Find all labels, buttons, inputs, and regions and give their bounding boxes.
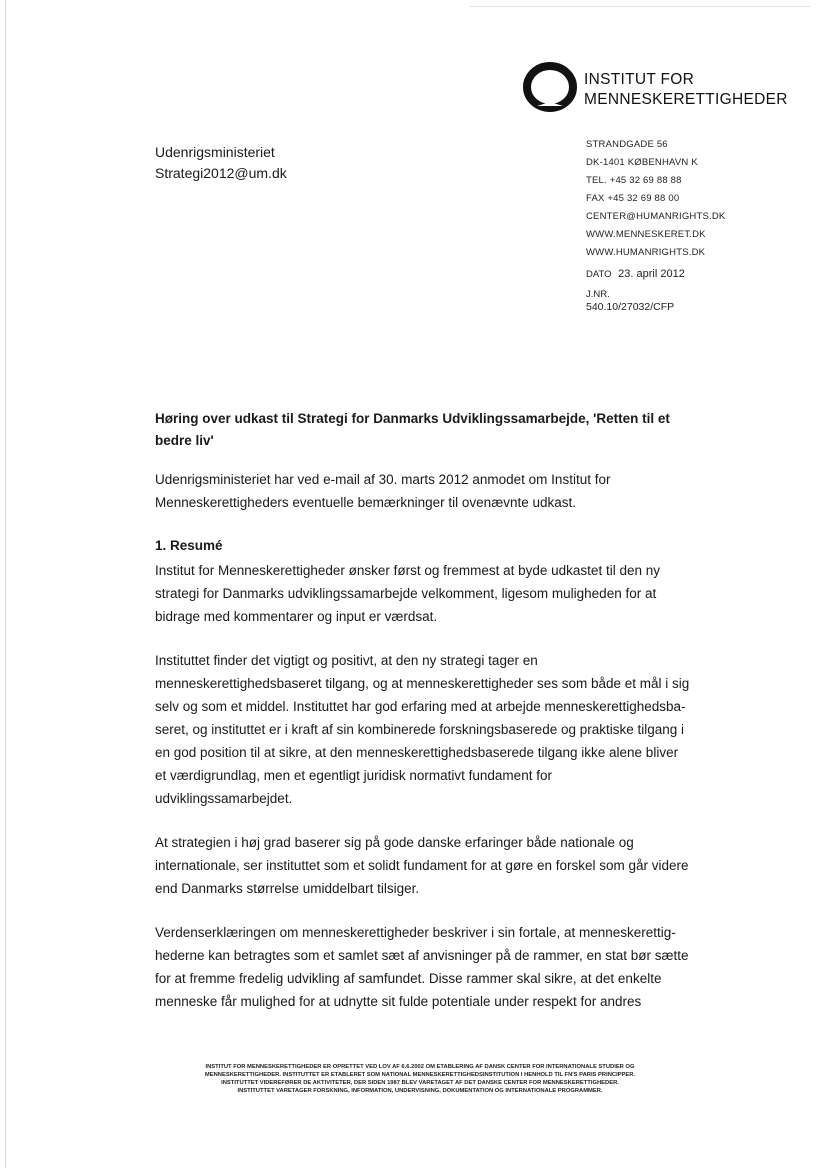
journal-number xyxy=(586,289,674,313)
contact-web-1: WWW.MENNESKERET.DK xyxy=(586,229,706,240)
institute-logo-icon xyxy=(523,62,577,112)
text-line: et værdigrundlag, men et egentligt juridisk normativt fundament for xyxy=(155,768,552,783)
text-line: menneskerettighedsbaseret tilgang, og at menneskerettigheder ses som både et mål i sig xyxy=(155,676,690,691)
text-line: hederne kan betragtes som et samlet sæt af anvisninger på de rammer, en stat bør sætte xyxy=(155,948,689,963)
text-line: udviklingssamarbejdet. xyxy=(155,791,293,806)
text-line: for at fremme fredelig udvikling af samfundet. Disse rammer skal sikre, at det enkelte xyxy=(155,971,662,986)
date-row xyxy=(586,268,685,280)
text-line: internationale, ser instituttet som et solidt fundament for at gøre en forskel som går videre xyxy=(155,858,689,873)
contact-city: DK-1401 KØBENHAVN K xyxy=(586,157,698,168)
footer-line: INSTITUTTET VARETAGER FORSKNING, INFORMATION, UNDERVISNING, DOKUMENTATION OG INTERNATIONALE PROGRAMMER. xyxy=(237,1088,603,1094)
jnr-value: 540.10/27032/CFP xyxy=(586,301,675,313)
contact-email: CENTER@HUMANRIGHTS.DK xyxy=(586,211,726,222)
letter-footer xyxy=(160,1063,680,1095)
contact-block xyxy=(586,136,725,262)
footer-line: INSTITUTTET VIDEREFØRER DE AKTIVITETER, DER SIDEN 1987 BLEV VARETAGET AF DET DANSKE CENTER FOR MENNESKERETTIGHEDER. xyxy=(221,1080,619,1086)
declaration-paragraph xyxy=(155,921,695,1013)
contact-web-2: WWW.HUMANRIGHTS.DK xyxy=(586,247,706,258)
text-line: At strategien i høj grad baserer sig på gode danske erfaringer både nationale og xyxy=(155,835,634,850)
text-line: en god position til at sikre, at den menneskerettighedsbaserede tilgang ikke alene bliver xyxy=(155,745,679,760)
text-line: menneske får mulighed for at udnytte sit fulde potentiale under respekt for andres xyxy=(155,994,642,1009)
text-line: Menneskerettigheders eventuelle bemærkninger til ovenævnte udkast. xyxy=(155,495,576,510)
experience-paragraph xyxy=(155,831,695,900)
resume-paragraph xyxy=(155,559,695,628)
hr-approach-paragraph xyxy=(155,649,695,810)
letter-subject: Høring over udkast til Strategi for Danmarks Udviklingssamarbejde, 'Retten til et bedre liv' xyxy=(155,411,670,448)
date-label: DATO xyxy=(586,269,612,280)
text-line: bidrage med kommentarer og input er værdsat. xyxy=(155,609,438,624)
text-line: Instituttet finder det vigtigt og positivt, at den ny strategi tager en xyxy=(155,653,538,668)
section-heading-resume: 1. Resumé xyxy=(155,538,223,553)
scan-top-line xyxy=(470,6,810,7)
org-name-line2: MENNESKERETTIGHEDER xyxy=(584,91,788,108)
scan-edge-line xyxy=(5,0,6,1168)
recipient-name: Udenrigsministeriet xyxy=(155,144,275,160)
text-line: strategi for Danmarks udviklingssamarbejde velkomment, ligesom muligheden for at xyxy=(155,586,657,601)
org-name-line1: INSTITUT FOR xyxy=(584,71,695,88)
text-line: selv og som et middel. Instituttet har god erfaring med at arbejde menneskerettighedsba- xyxy=(155,699,686,714)
contact-fax: FAX +45 32 69 88 00 xyxy=(586,193,680,204)
footer-line: MENNESKERETTIGHEDER. INSTITUTTET ER ETABLERET SOM NATIONAL MENNESKERETTIGHEDSINSTITUTION I HENHOLD TIL FN'S PARIS PRINCIPPER. xyxy=(204,1072,636,1078)
jnr-label: J.NR. xyxy=(586,289,610,300)
text-line: Verdenserklæringen om menneskerettigheder beskriver i sin fortale, at menneskerettig- xyxy=(155,925,676,940)
text-line: Udenrigsministeriet har ved e-mail af 30. marts 2012 anmodet om Institut for xyxy=(155,472,611,487)
text-line: end Danmarks størrelse umiddelbart tilsiger. xyxy=(155,881,420,896)
recipient-email: Strategi2012@um.dk xyxy=(155,165,287,181)
text-line: Institut for Menneskerettigheder ønsker først og fremmest at byde udkastet til den ny xyxy=(155,563,660,578)
letterhead-org-name xyxy=(584,70,788,110)
footer-line: INSTITUT FOR MENNESKERETTIGHEDER ER OPRETTET VED LOV AF 6.6.2002 OM ETABLERING AF DANSK CENTER FOR INTERNATIONALE STUDIER OG xyxy=(205,1064,635,1070)
recipient-block xyxy=(155,142,287,184)
date-value: 23. april 2012 xyxy=(618,268,685,280)
contact-address: STRANDGADE 56 xyxy=(586,139,668,150)
text-line: seret, og instituttet er i kraft af sin kombinerede forskningsbaserede og praktiske tilgang i xyxy=(155,722,685,737)
intro-paragraph xyxy=(155,468,695,514)
contact-tel: TEL. +45 32 69 88 88 xyxy=(586,175,682,186)
